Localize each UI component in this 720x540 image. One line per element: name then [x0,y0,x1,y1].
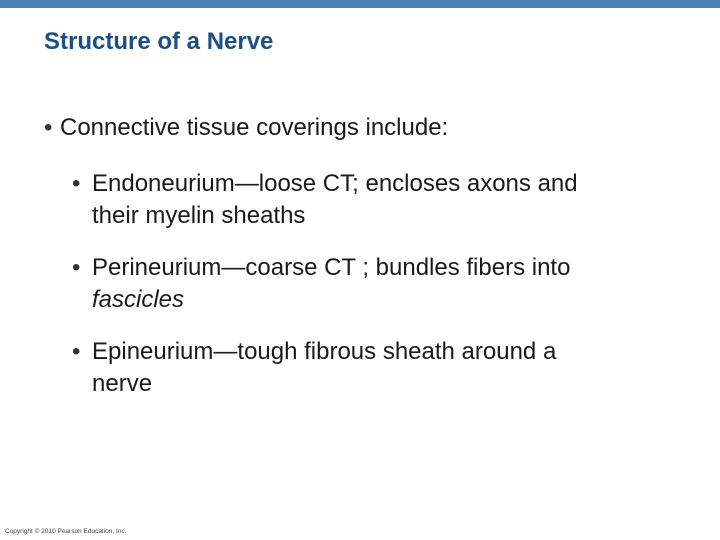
sub-bullet-line: Epineurium—tough fibrous sheath around a [92,338,557,365]
sub-bullet-line: nerve [92,370,153,397]
slide-title: Structure of a Nerve [44,28,274,55]
main-bullet-text: Connective tissue coverings include: [60,114,449,141]
copyright-notice: Copyright © 2010 Pearson Education, Inc. [5,528,127,535]
sub-bullet-line: Endoneurium—loose CT; encloses axons and [92,170,578,197]
sub-bullet-line: fascicles [92,286,185,313]
sub-bullet-line: Perineurium—coarse CT ; bundles fibers into [92,254,571,281]
sub-bullet-perineurium [72,252,570,316]
bullet-marker: • [44,114,53,141]
bullet-marker: • [72,254,81,281]
sub-bullet-epineurium [72,336,556,400]
bullet-marker: • [72,170,81,197]
sub-bullet-line: their myelin sheaths [92,202,306,229]
main-bullet [44,114,448,142]
sub-bullet-endoneurium [72,168,578,232]
bullet-marker: • [72,338,81,365]
